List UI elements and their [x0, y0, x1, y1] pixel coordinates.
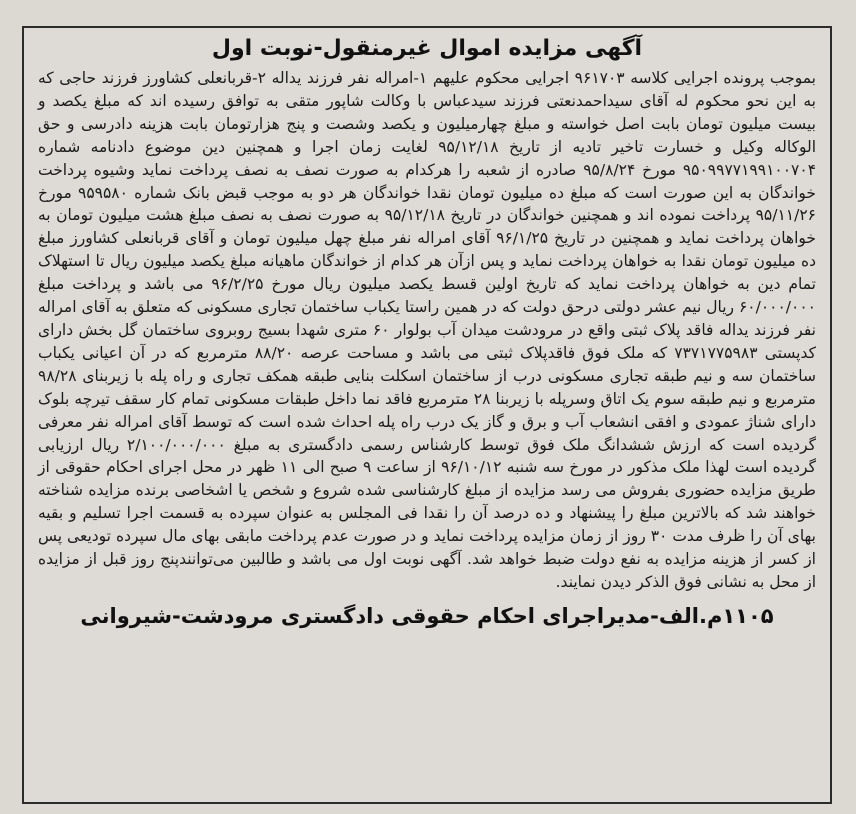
- notice-footer: ۱۱۰۵م.الف-مدیراجرای احکام حقوقی دادگستری مرودشت-شیروانی: [80, 603, 774, 628]
- notice-body: بموجب پرونده اجرایی کلاسه ۹۶۱۷۰۳ اجرایی محکوم علیهم ۱-امراله نفر فرزند یداله ۲-قربانعلی کشاورز فرزند حاجی که به این نحو محکوم له آقای سیداحمدنعتی فرزند سیدعباس با وکالت شاپور متقی به توافق رسیده اند که مبلغ یکصد و بیست میلیون تومان بابت اصل خواسته و مبلغ چهارمیلیون و یکصد وشصت و پنج هزارتومان بابت هزینه دادرسی و حق الوکاله وکیل و خسارت تاخیر تادیه از تاریخ ۹۵/۱۲/۱۸ لغایت زمان اجرا و همچنین دین موضوع دادنامه شماره ۹۵۰۹۹۷۷۱۹۹۱۰۰۷۰۴ مورخ ۹۵/۸/۲۴ صادره از شعبه را هرکدام به صورت نصف به نصف پرداخت نماید وشیوه پرداخت خواندگان به این صورت است که مبلغ ده میلیون تومان نقدا خواندگان هر دو به موجب قبض بانک شماره ۹۵۹۵۸۰ مورخ ۹۵/۱۱/۲۶ پرداخت نموده اند و همچنین خواندگان در تاریخ ۹۵/۱۲/۱۸ به صورت نصف به نصف مبلغ هشت میلیون تومان به خواهان پرداخت نماید و همچنین در تاریخ ۹۶/۱/۲۵ آقای امراله نفر مبلغ چهل میلیون تومان و آقای قربانعلی کشاورز مبلغ ده میلیون تومان نقدا به خواهان پرداخت نماید و پس ازآن هر کدام از خواندگان ماهیانه مبلغ یکصد میلیون ریال تا استهلاک تمام دین به خواهان پرداخت نماید که تاریخ اولین قسط یکصد میلیون ریال مورخ ۹۶/۲/۲۵ می باشد و پرداخت مبلغ ۶۰/۰۰۰/۰۰۰ ریال نیم عشر دولتی درحق دولت که در همین راستا یکباب ساختمان تجاری مسکونی که متعلق به آقای امراله نفر فرزند یداله فاقد پلاک ثبتی واقع در مرودشت میدان آب بولوار ۶۰ متری شهدا بسیج روبروی ساختمان گل بخش دارای کدپستی ۷۳۷۱۷۷۵۹۸۳ که ملک فوق فاقدپلاک ثبتی می باشد و مساحت عرصه ۸۸/۲۰ مترمربع که در آن اعیانی یکباب ساختمان سه و نیم طبقه تجاری مسکونی درب از ساختمان اسکلت بنایی طبقه همکف تجاری و راه پله با زیربنای ۹۸/۲۸ مترمربع و نیم طبقه سوم یک اتاق وسرپله با زیربنا ۲۸ مترمربع فاقد نما داخل طبقات مسکونی تمام کار سقف تیرچه بلوک دارای شناژ عمودی و افقی انشعاب آب و برق و گاز یک درب راه پله احداث شده است که توسط آقای امراله نفر معرفی گردیده است که ارزش ششدانگ ملک فوق توسط کارشناس رسمی دادگستری به مبلغ ۲/۱۰۰/۰۰۰/۰۰۰ ریال ارزیابی گردیده است لهذا ملک مذکور در مورخ سه شنبه ۹۶/۱۰/۱۲ از ساعت ۹ صبح الی ۱۱ ظهر در محل اجرای احکام حقوقی از طریق مزایده حضوری بفروش می رسد مزایده از مبلغ کارشناسی شده شروع و شخص یا اشخاصی برنده مزایده شناخته خواهند شد که بالاترین مبلغ را پیشنهاد و ده درصد آن را نقدا فی المجلس به عنوان سپرده به قسمت اجرا تسلیم و بقیه بهای آن را ظرف مدت ۳۰ روز از زمان مزایده پرداخت نماید و در صورت عدم پرداخت مابقی بهای مال سپرده تودیعی پس از کسر از هزینه مزایده به نفع دولت ضبط خواهد شد. آگهی نوبت اول می باشد و طالبین می‌توانندپنج روز قبل از مزایده از محل به نشانی فوق الذکر دیدن نمایند.: [38, 69, 817, 591]
- notice-frame: [22, 26, 832, 804]
- notice-title: آگهی مزایده اموال غیرمنقول-نوبت اول: [211, 36, 643, 61]
